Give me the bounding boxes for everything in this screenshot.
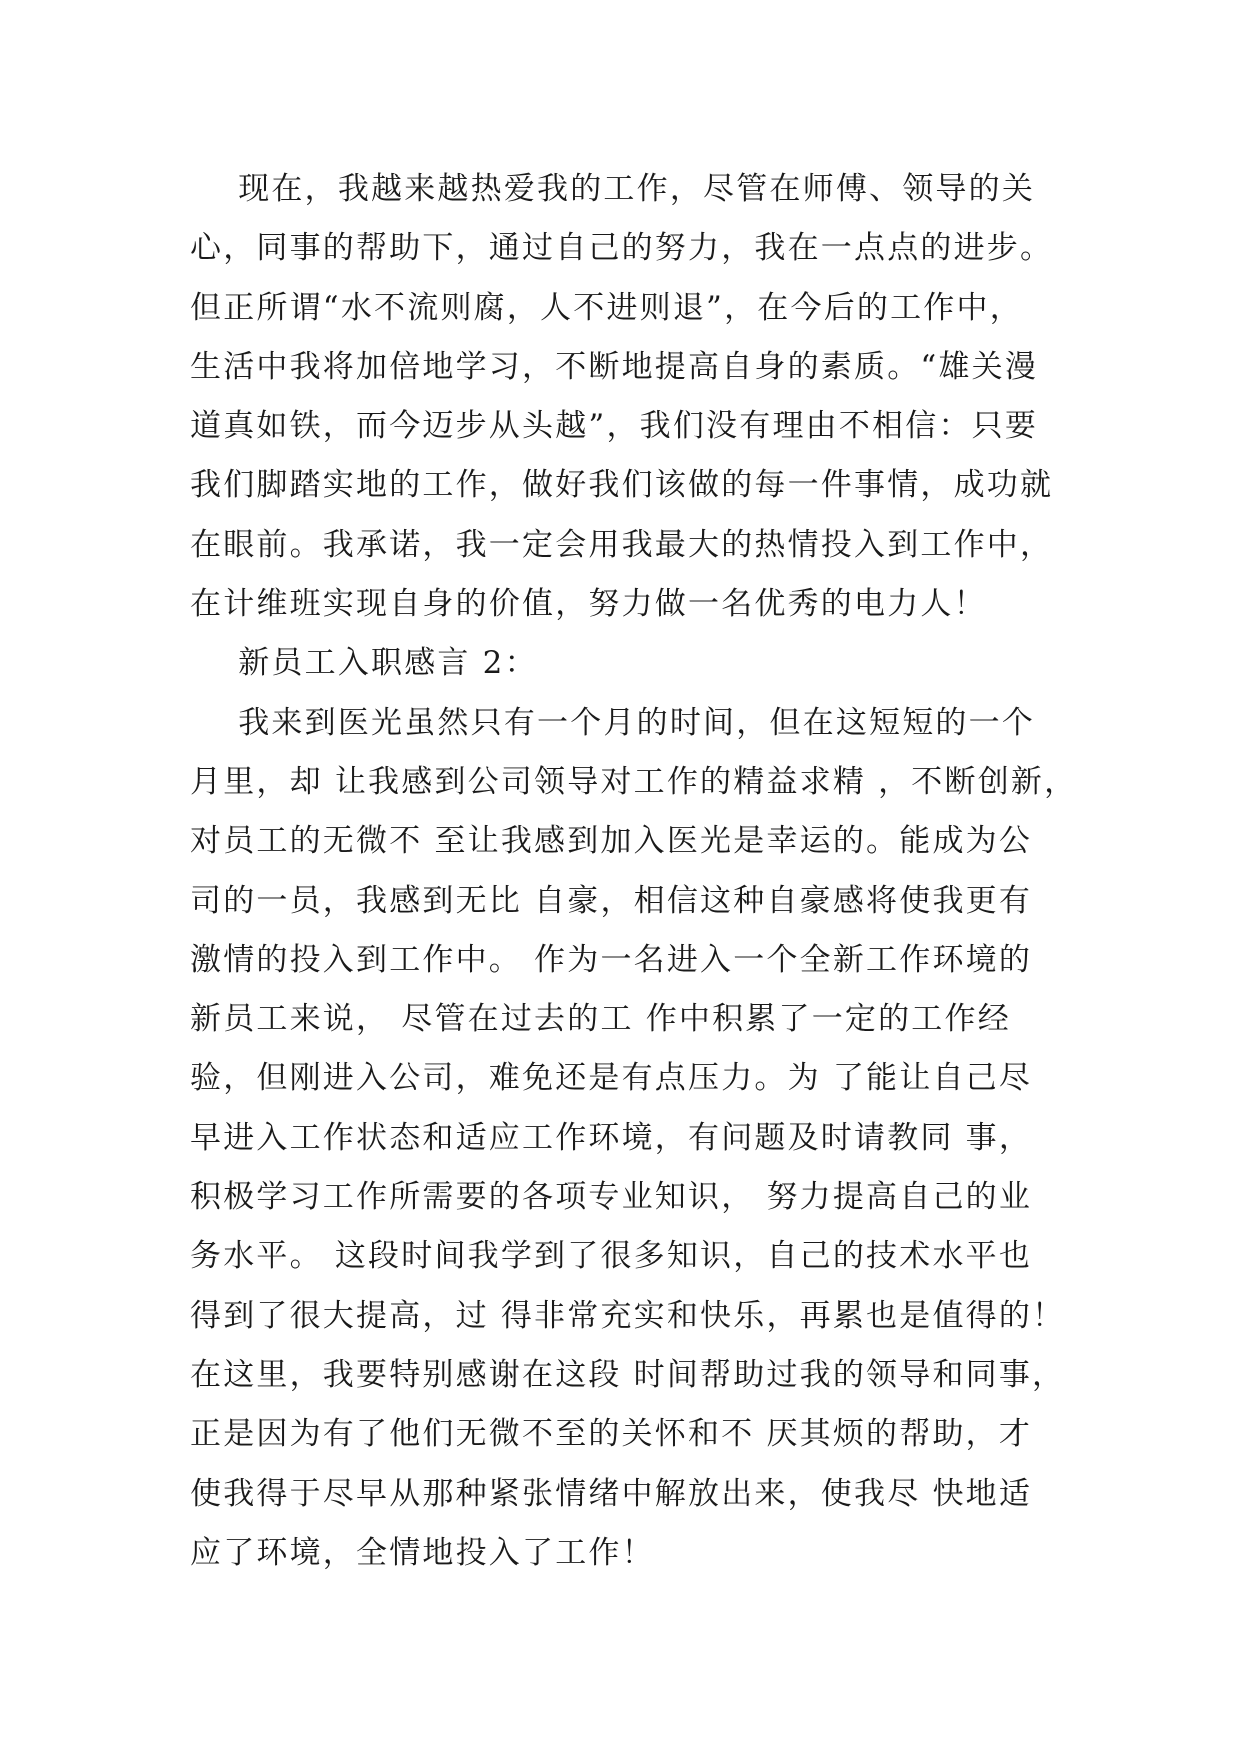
text-line: 早进入工作状态和适应工作环境，有问题及时请教同 事， bbox=[190, 1119, 1033, 1156]
text-line: 对员工的无微不 至让我感到加入医光是幸运的。能成为公 bbox=[190, 823, 1033, 860]
text-line: 新员工来说， 尽管在过去的工 作中积累了一定的工作经 bbox=[190, 1001, 1011, 1038]
text-line: 现在，我越来越热爱我的工作，尽管在师傅、领导的关 bbox=[190, 171, 1036, 207]
text-line: 我们脚踏实地的工作，做好我们该做的每一件事情，成功就 bbox=[190, 467, 1054, 504]
text-line: 在计维班实现自身的价值，努力做一名优秀的电力人！ bbox=[190, 586, 987, 623]
text-line: 月里，却 让我感到公司领导对工作的精益求精 ，不断创新， bbox=[190, 763, 1078, 800]
text-line: 激情的投入到工作中。 作为一名进入一个全新工作环境的 bbox=[190, 941, 1033, 978]
text-line: 积极学习工作所需要的各项专业知识， 努力提高自己的业 bbox=[190, 1179, 1033, 1216]
text-line: 正是因为有了他们无微不至的关怀和不 厌其烦的帮助，才 bbox=[190, 1416, 1033, 1453]
text-line: 在眼前。我承诺，我一定会用我最大的热情投入到工作中， bbox=[190, 526, 1054, 563]
text-line: 在这里，我要特别感谢在这段 时间帮助过我的领导和同事， bbox=[190, 1356, 1066, 1393]
text-line: 生活中我将加倍地学习，不断地提高自身的素质。“雄关漫 bbox=[190, 348, 1039, 385]
text-line: 道真如铁，而今迈步从头越”，我们没有理由不相信：只要 bbox=[190, 408, 1039, 445]
text-line: 使我得于尽早从那种紧张情绪中解放出来，使我尽 快地适 bbox=[190, 1475, 1033, 1512]
text-line: 验，但刚进入公司，难免还是有点压力。为 了能让自己尽 bbox=[190, 1060, 1033, 1097]
text-line: 司的一员，我感到无比 自豪，相信这种自豪感将使我更有 bbox=[190, 882, 1033, 919]
text-line: 我来到医光虽然只有一个月的时间，但在这短短的一个 bbox=[190, 704, 1036, 741]
text-line: 但正所谓“水不流则腐，人不进则退”，在今后的工作中， bbox=[190, 289, 1023, 326]
text-line: 得到了很大提高，过 得非常充实和快乐，再累也是值得的！ bbox=[190, 1297, 1066, 1334]
text-line: 心，同事的帮助下，通过自己的努力，我在一点点的进步。 bbox=[190, 230, 1054, 267]
body-text bbox=[190, 160, 1090, 1583]
section-heading: 新员工入职感言 2： bbox=[190, 645, 538, 682]
text-line: 应了环境，全情地投入了工作！ bbox=[190, 1534, 655, 1571]
text-line: 务水平。 这段时间我学到了很多知识，自己的技术水平也 bbox=[190, 1238, 1033, 1275]
